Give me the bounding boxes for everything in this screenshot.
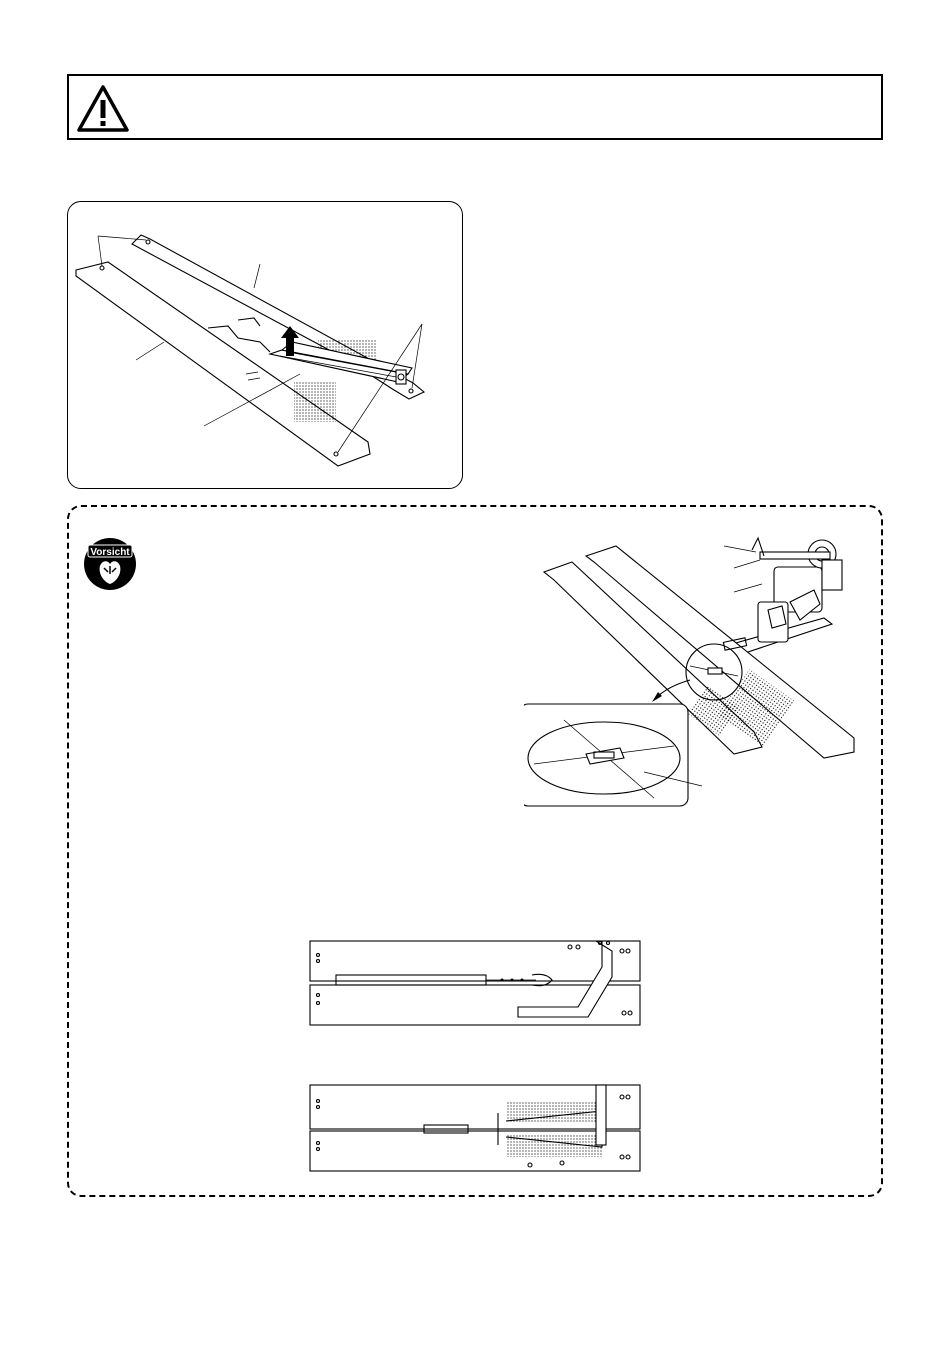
vorsicht-hand-icon	[82, 536, 138, 592]
warning-box	[67, 74, 883, 140]
figure-plates-top-view-a	[306, 937, 646, 1033]
vorsicht-label: Vorsicht	[90, 547, 130, 558]
figure-plate-alignment	[524, 532, 884, 812]
warning-triangle-icon	[75, 83, 131, 135]
figure-plates-top-view-b	[306, 1081, 646, 1177]
caution-panel	[67, 505, 883, 1197]
figure-plate-removal	[67, 201, 463, 489]
